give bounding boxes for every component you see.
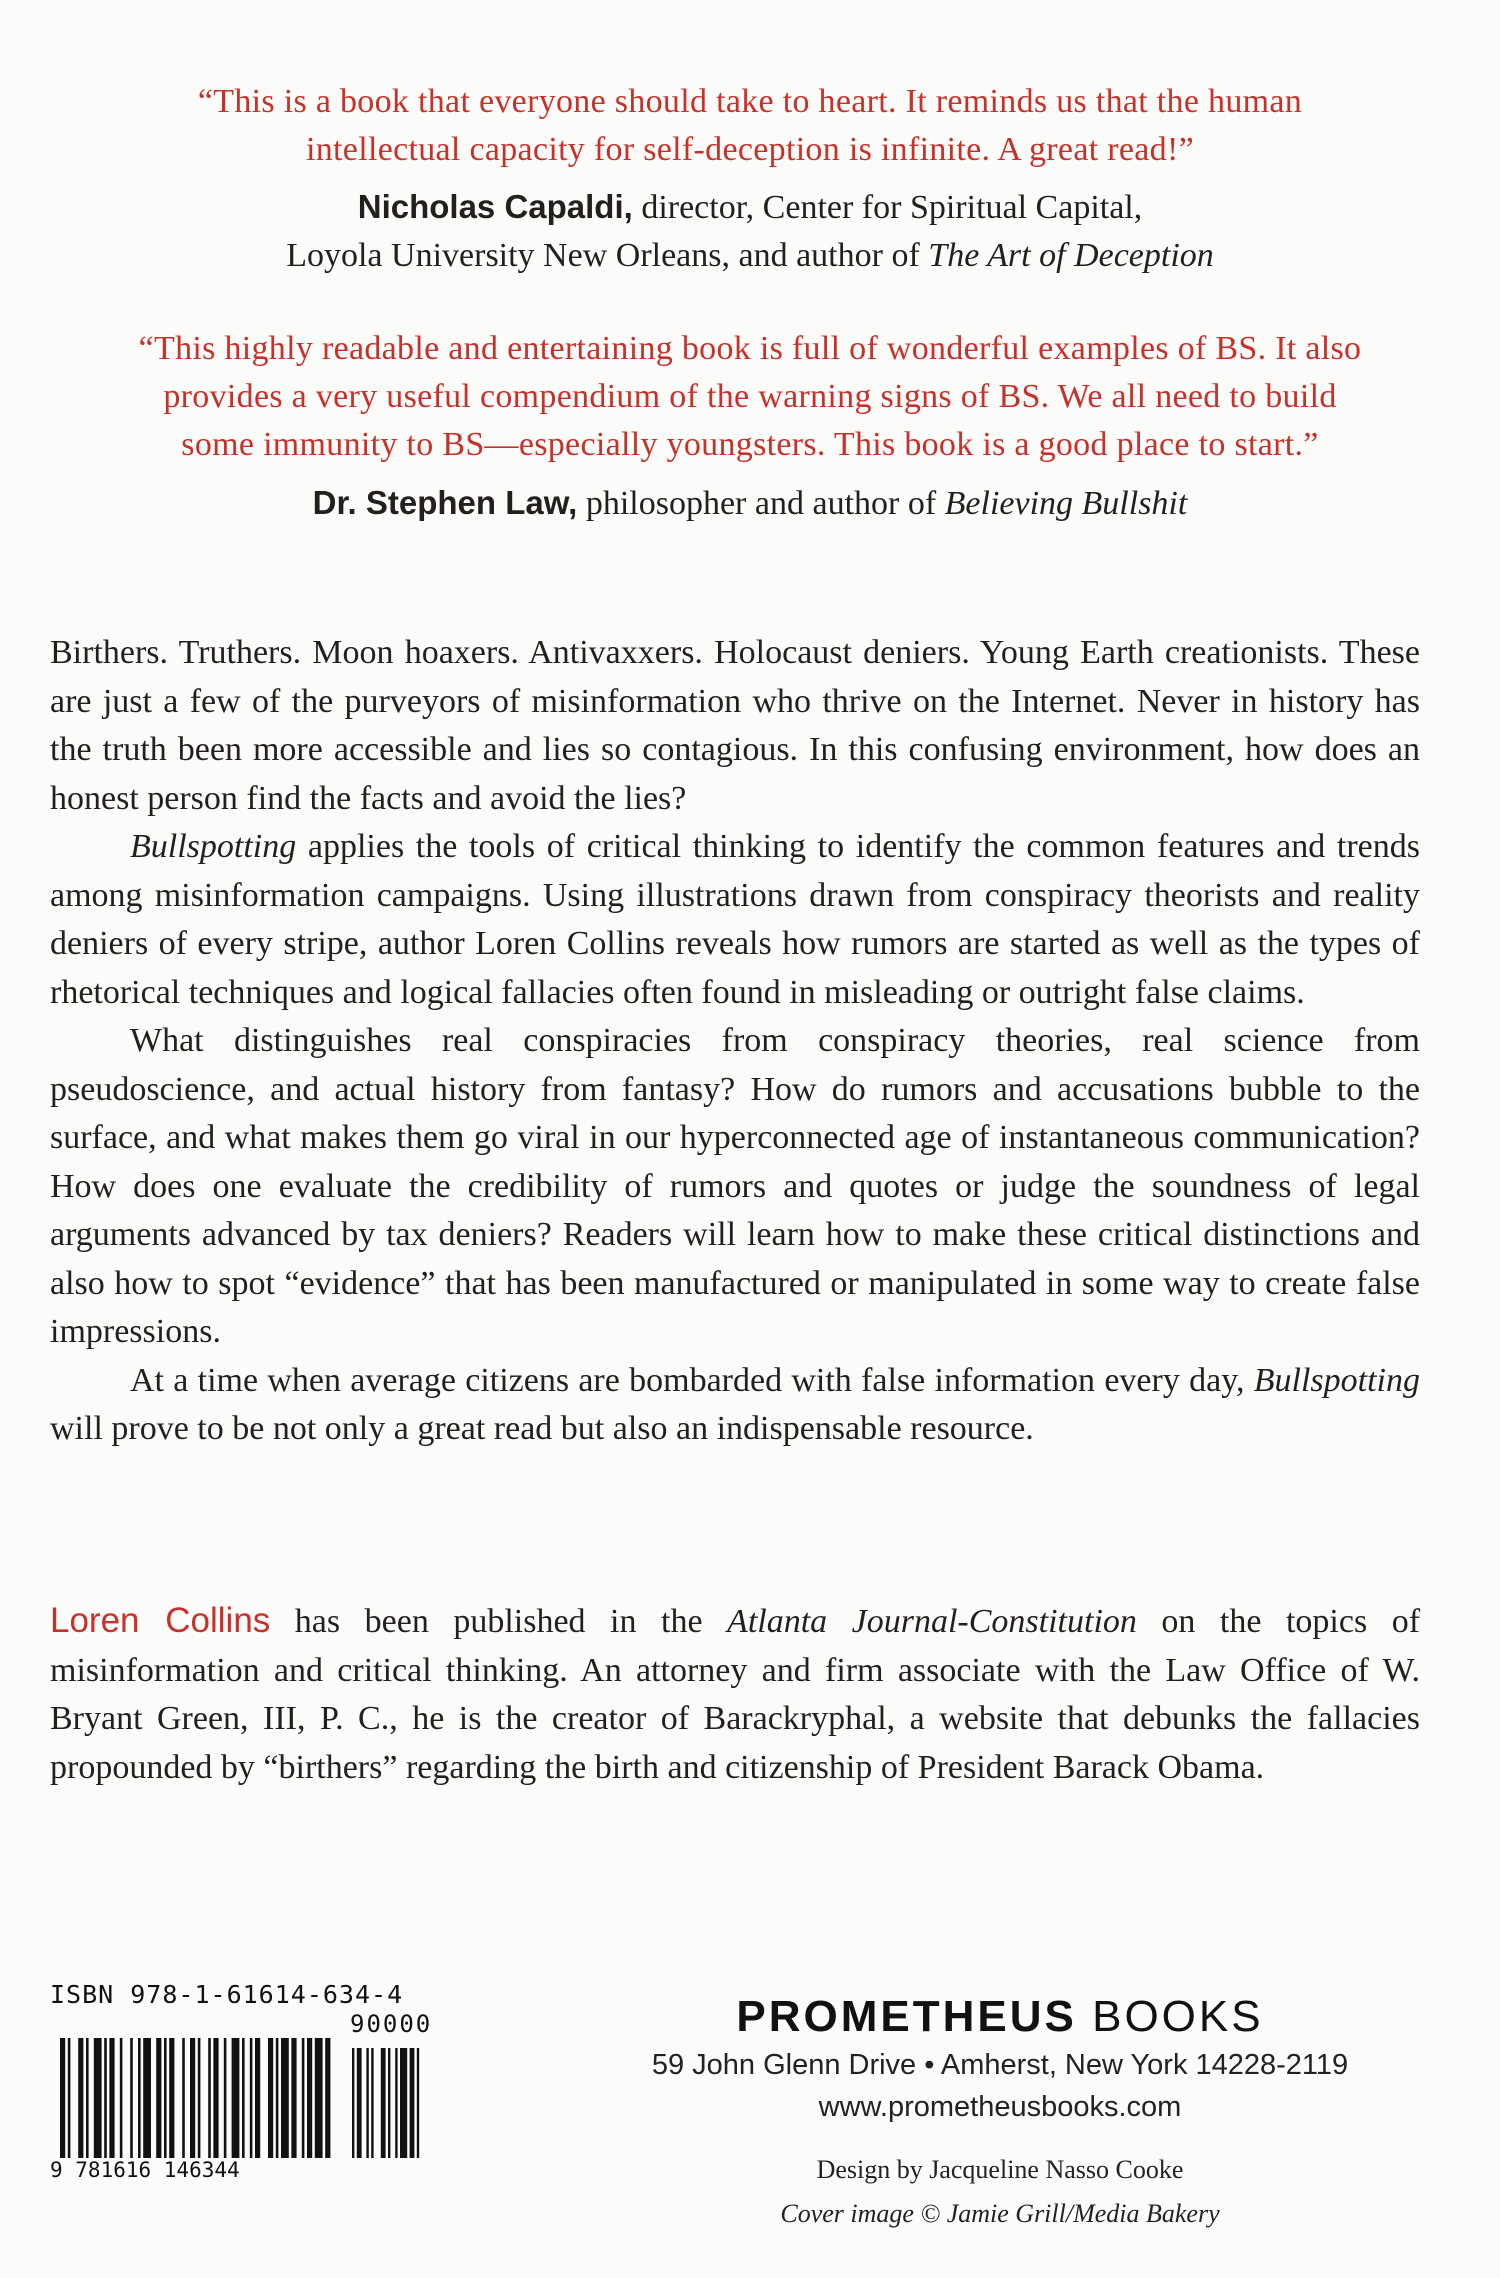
description-paragraph-4: [50, 1357, 1420, 1454]
blurb-1-name: Nicholas Capaldi,: [357, 188, 633, 225]
barcode: [50, 1980, 480, 2200]
publisher-name: [580, 1990, 1420, 2044]
cover-image-credit: Cover image © Jamie Grill/Media Bakery: [780, 2199, 1220, 2228]
blurb-2-quote-line: some immunity to BS—especially youngsters. This book is a good place to start.”: [181, 426, 1319, 463]
description-paragraph-1: Birthers. Truthers. Moon hoaxers. Antivaxxers. Holocaust deniers. Young Earth creationists. These are just a few of the purveyors of misinformation who thrive on the Internet. Never in history has the truth been more accessible and lies so contagious. In this confusing environment, how does an honest person find the facts and avoid the lies?: [50, 634, 1420, 817]
barcode-number: 9 781616 146344: [50, 2158, 240, 2182]
publisher-block: [580, 1990, 1420, 2128]
author-bio: [50, 1597, 1420, 1792]
blurb-2-quote: [0, 325, 1500, 469]
blurb-2-name: Dr. Stephen Law,: [312, 484, 578, 521]
blurb-2-quote-line: provides a very useful compendium of the warning signs of BS. We all need to build: [163, 378, 1337, 415]
publisher-name-light: BOOKS: [1076, 1992, 1264, 2041]
description-paragraph-2: [50, 823, 1420, 1017]
publisher-address: 59 John Glenn Drive • Amherst, New York 14228-2119: [651, 2049, 1349, 2081]
blurb-1-book-title: The Art of Deception: [928, 237, 1214, 274]
book-title-inline: Bullspotting: [130, 828, 297, 865]
blurb-1-quote-line: intellectual capacity for self-deception is infinite. A great read!”: [306, 131, 1194, 168]
cover-credits: [580, 2148, 1420, 2236]
author-bio-text-a: has been published in the: [270, 1603, 728, 1640]
book-description: [50, 629, 1420, 1454]
blurb-2-quote-line: “This highly readable and entertaining book is full of wonderful examples of BS. It also: [138, 330, 1362, 367]
blurb-1-attribution: [0, 183, 1500, 280]
isbn-label: ISBN 978-1-61614-634-4: [50, 1980, 404, 2009]
blurb-2-credit: philosopher and author of: [577, 485, 945, 522]
design-credit: Design by Jacqueline Nasso Cooke: [816, 2155, 1184, 2184]
barcode-bars: [50, 2038, 480, 2160]
blurb-1-credit: director, Center for Spiritual Capital,: [632, 189, 1143, 226]
blurb-2-book-title: Believing Bullshit: [944, 485, 1188, 522]
description-paragraph-2-text: applies the tools of critical thinking to identify the common features and trends among misinformation campaigns. Using illustrations drawn from conspiracy theorists and reality deniers of every stripe, author Loren Collins reveals how rumors are started as well as the types of rhetorical techniques and logical fallacies often found in misleading or outright false claims.: [50, 828, 1420, 1011]
author-name: Loren Collins: [50, 1601, 271, 1640]
description-paragraph-3: What distinguishes real conspiracies from conspiracy theories, real science from pseudoscience, and actual history from fantasy? How do rumors and accusations bubble to the surface, and what makes them go viral in our hyperconnected age of instantaneous communication? How does one evaluate the credibility of rumors and quotes or judge the soundness of legal arguments advanced by tax deniers? Readers will learn how to make these critical distinctions and also how to spot “evidence” that has been manufactured or manipulated in some way to create false impressions.: [50, 1022, 1420, 1350]
description-paragraph-4-start: At a time when average citizens are bombarded with false information every day,: [130, 1361, 1254, 1399]
description-paragraph-4-text: will prove to be not only a great read but also an indispensable resource.: [50, 1410, 1034, 1447]
blurb-1-quote-line: “This is a book that everyone should take to heart. It reminds us that the human: [197, 83, 1303, 120]
author-publication: Atlanta Journal-Constitution: [727, 1603, 1137, 1640]
blurb-2-attribution: [0, 479, 1500, 528]
book-title-inline: Bullspotting: [1253, 1361, 1420, 1399]
blurb-1-credit-2: Loyola University New Orleans, and author of: [286, 237, 929, 274]
blurb-1-quote: [0, 78, 1500, 174]
author-bio-text-b: on the topics of misinformation and critical thinking. An attorney and firm associate with the Law Office of W. Bryant Green, III, P. C., he is the creator of Barackryphal, a website that debunks the fallacies propounded by “birthers” regarding the birth and citizenship of President Barack Obama.: [50, 1603, 1421, 1786]
barcode-addon-number: 90000: [350, 2010, 433, 2038]
publisher-name-bold: PROMETHEUS: [736, 1992, 1077, 2041]
publisher-website: www.prometheusbooks.com: [818, 2091, 1182, 2123]
